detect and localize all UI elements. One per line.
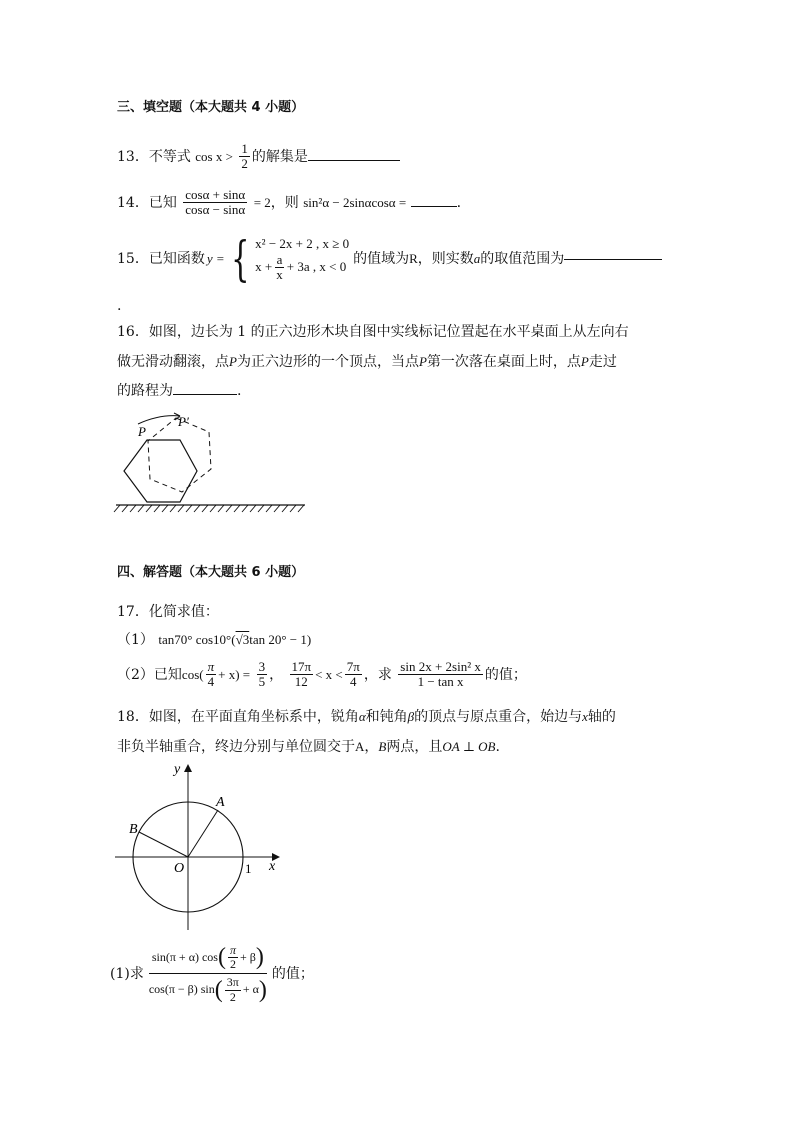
- q15-answer-blank: [564, 259, 662, 260]
- figure-label-p: P: [138, 424, 146, 439]
- figure-label-p-prime: P′: [178, 414, 189, 429]
- section3-title: 三、填空题（本大题共 4 小题）: [117, 100, 305, 115]
- q16-line2: 做无滑动翻滚，点P为正六边形的一个顶点，当点P第一次落在桌面上时，点P走过: [117, 354, 617, 370]
- q14-answer-blank: [411, 206, 457, 207]
- q18-part1-fraction: sin(π + α) cos ( $\frac{\pi}{2}$ + β ) cos(π − β) sin ( $\frac{3\pi}{2}$ + α ): [148, 943, 267, 1004]
- q13-answer-blank: [308, 160, 400, 161]
- y-axis-arrow-icon: [184, 764, 192, 772]
- q18-part1: (1)求 sin(π + α) cos ( $\frac{\pi}{2}$ + β ) cos(π − β) sin ( $\frac{3\pi}{2}$ + α ) 的值；: [110, 943, 314, 1004]
- q17-part1: （1） tan70° cos10°(√3tan 20° − 1): [117, 632, 312, 648]
- q18-line2: 非负半轴重合，终边分别与单位圆交于A，B两点，且OA ⊥ OB.: [117, 739, 500, 755]
- label-o: O: [174, 861, 185, 876]
- q13-fraction: $\frac{1}{2}$: [241, 141, 248, 172]
- piecewise-brace: {: [230, 231, 250, 287]
- label-one: 1: [245, 861, 252, 876]
- question-15: 15． 已知函数 y = { x² − 2x + 2 , x ≥ 0 x + $\frac{a}{x}$ + 3a , x < 0 的值域为 R ，则实数 a 的取值范围为: [117, 228, 662, 290]
- label-x: x: [269, 859, 276, 874]
- hexagon-rolling-figure: [110, 405, 315, 520]
- label-b: B: [129, 822, 138, 837]
- q16-line1: 16．如图，边长为 1 的正六边形木块自图中实线标记位置起在水平桌面上从左向右: [117, 324, 629, 340]
- table-hatching: [114, 505, 304, 512]
- ray-ob: [139, 832, 188, 857]
- roll-arrow-icon: [138, 416, 180, 424]
- q14-expr: sin²α − 2sinαcosα =: [303, 194, 407, 210]
- q13-expr: cos x >: [195, 148, 233, 164]
- q16-line3: 的路程为 .: [117, 383, 242, 399]
- q17-part2: （2）已知cos( $\frac{\pi}{4}$ + x) = $\frac{3}{5}$ ， $\frac{17\pi}{12}$ < x < $\frac{7\pi}{4}$ ，求 $\frac{\text{sin 2x + 2sin² x}}{\text{1 − tan x}}$ 的值；: [117, 659, 527, 690]
- label-y: y: [174, 762, 181, 777]
- q14-fraction: $\frac{\cos\alpha + \sin\alpha}{\cos\alpha - \sin\alpha}$: [185, 187, 246, 218]
- ray-oa: [188, 810, 218, 857]
- question-13: 13．不等式 cos x > $\frac{1}{2}$ 的解集是: [117, 142, 400, 172]
- dashed-hexagon: [148, 418, 211, 492]
- piecewise-cases: x² − 2x + 2 , x ≥ 0 x + $\frac{a}{x}$ + 3a , x < 0: [255, 235, 350, 282]
- q16-answer-blank: [173, 394, 237, 395]
- section4-title: 四、解答题（本大题共 6 小题）: [117, 565, 305, 580]
- solid-hexagon: [124, 440, 197, 502]
- q18-line1: 18．如图，在平面直角坐标系中，锐角α和钝角β的顶点与原点重合，始边与x轴的: [117, 709, 616, 725]
- label-a: A: [216, 795, 225, 810]
- q15-period: .: [117, 298, 122, 314]
- unit-circle-figure: [110, 760, 290, 935]
- question-14: 14．已知 $\frac{\cos\alpha + \sin\alpha}{\cos\alpha - \sin\alpha}$ = 2，则 sin²α − 2sinαcosα = .: [117, 187, 462, 218]
- q17-head: 17．化简求值：: [117, 604, 219, 620]
